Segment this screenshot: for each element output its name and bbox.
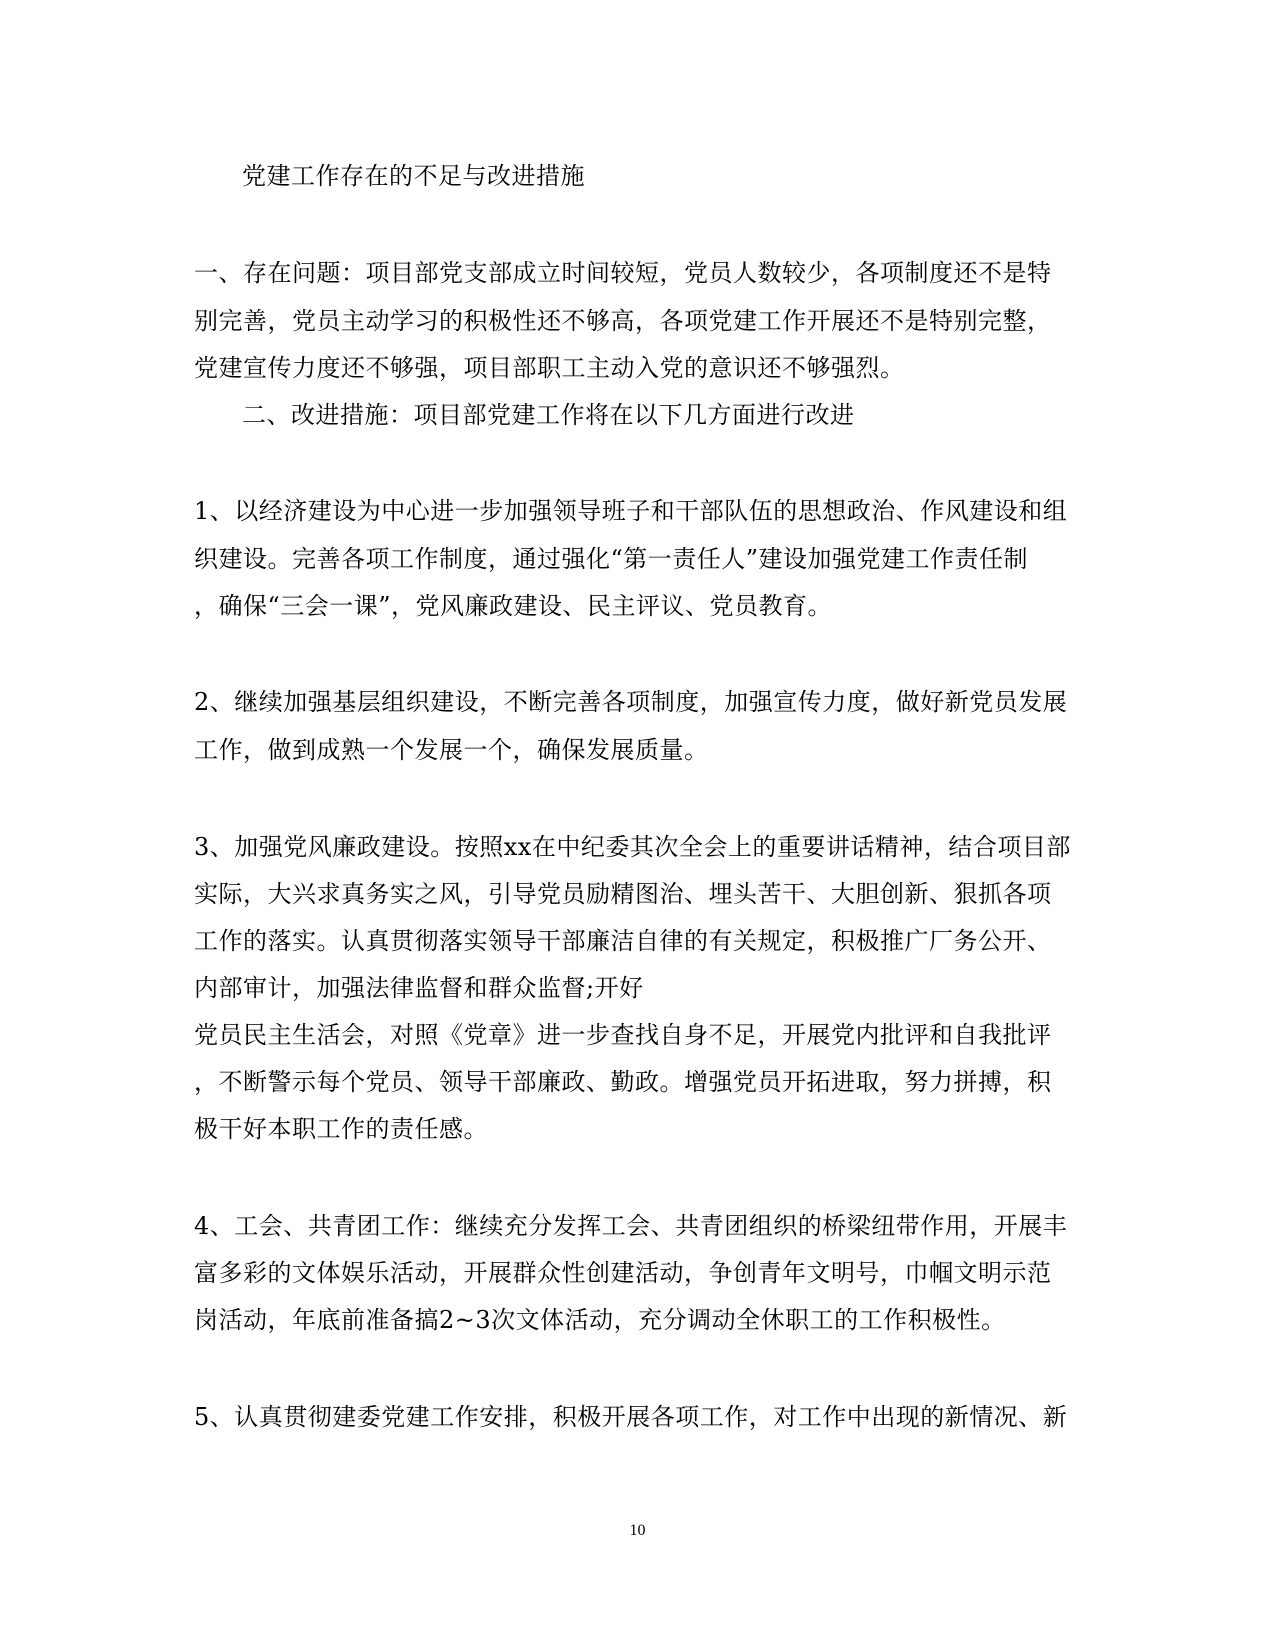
page-number: 10 — [629, 1522, 646, 1539]
item-3-line-4: 内部审计，加强法律监督和群众监督;开好 — [194, 974, 644, 1002]
item-3-line-6: ，不断警示每个党员、领导干部廉政、勤政。增强党员开拓进取，努力拼搏，积 — [194, 1068, 1052, 1096]
item-4-line-3: 岗活动，年底前准备搞2~3次文体活动，充分调动全休职工的工作积极性。 — [194, 1306, 1006, 1334]
item-3-line-1: 3、加强党风廉政建设。按照xx在中纪委其次全会上的重要讲话精神，结合项目部 — [194, 833, 1071, 861]
item-4-line-2: 富多彩的文体娱乐活动，开展群众性创建活动，争创青年文明号，巾帼文明示范 — [194, 1259, 1052, 1287]
item-3-line-2: 实际，大兴求真务实之风，引导党员励精图治、埋头苦干、大胆创新、狠抓各项 — [194, 880, 1052, 908]
problems-line-1: 一、存在问题：项目部党支部成立时间较短，党员人数较少，各项制度还不是特 — [194, 259, 1052, 287]
item-3-line-3: 工作的落实。认真贯彻落实领导干部廉洁自律的有关规定，积极推广厂务公开、 — [194, 927, 1052, 955]
item-1-line-1: 1、以经济建设为中心进一步加强领导班子和干部队伍的思想政治、作风建设和组 — [194, 497, 1068, 525]
item-4-line-1: 4、工会、共青团工作：继续充分发挥工会、共青团组织的桥梁纽带作用，开展丰 — [194, 1212, 1068, 1240]
item-2-line-1: 2、继续加强基层组织建设，不断完善各项制度，加强宣传力度，做好新党员发展 — [194, 688, 1068, 716]
item-2-line-2: 工作，做到成熟一个发展一个，确保发展质量。 — [194, 736, 709, 764]
document-title: 党建工作存在的不足与改进措施 — [242, 162, 585, 190]
problems-line-3: 党建宣传力度还不够强，项目部职工主动入党的意识还不够强烈。 — [194, 354, 905, 382]
item-3-line-5: 党员民主生活会，对照《党章》进一步查找自身不足，开展党内批评和自我批评 — [194, 1021, 1052, 1049]
item-3-line-7: 极干好本职工作的责任感。 — [194, 1115, 488, 1143]
item-1-line-2: 织建设。完善各项工作制度，通过强化“第一责任人”建设加强党建工作责任制 — [194, 545, 1029, 573]
item-5-line-1: 5、认真贯彻建委党建工作安排，积极开展各项工作，对工作中出现的新情况、新 — [194, 1403, 1068, 1431]
item-1-line-3: ，确保“三会一课”，党风廉政建设、民主评议、党员教育。 — [194, 592, 833, 620]
problems-line-2: 别完善，党员主动学习的积极性还不够高，各项党建工作开展还不是特别完整， — [194, 307, 1052, 335]
measures-heading: 二、改进措施：项目部党建工作将在以下几方面进行改进 — [242, 401, 855, 429]
